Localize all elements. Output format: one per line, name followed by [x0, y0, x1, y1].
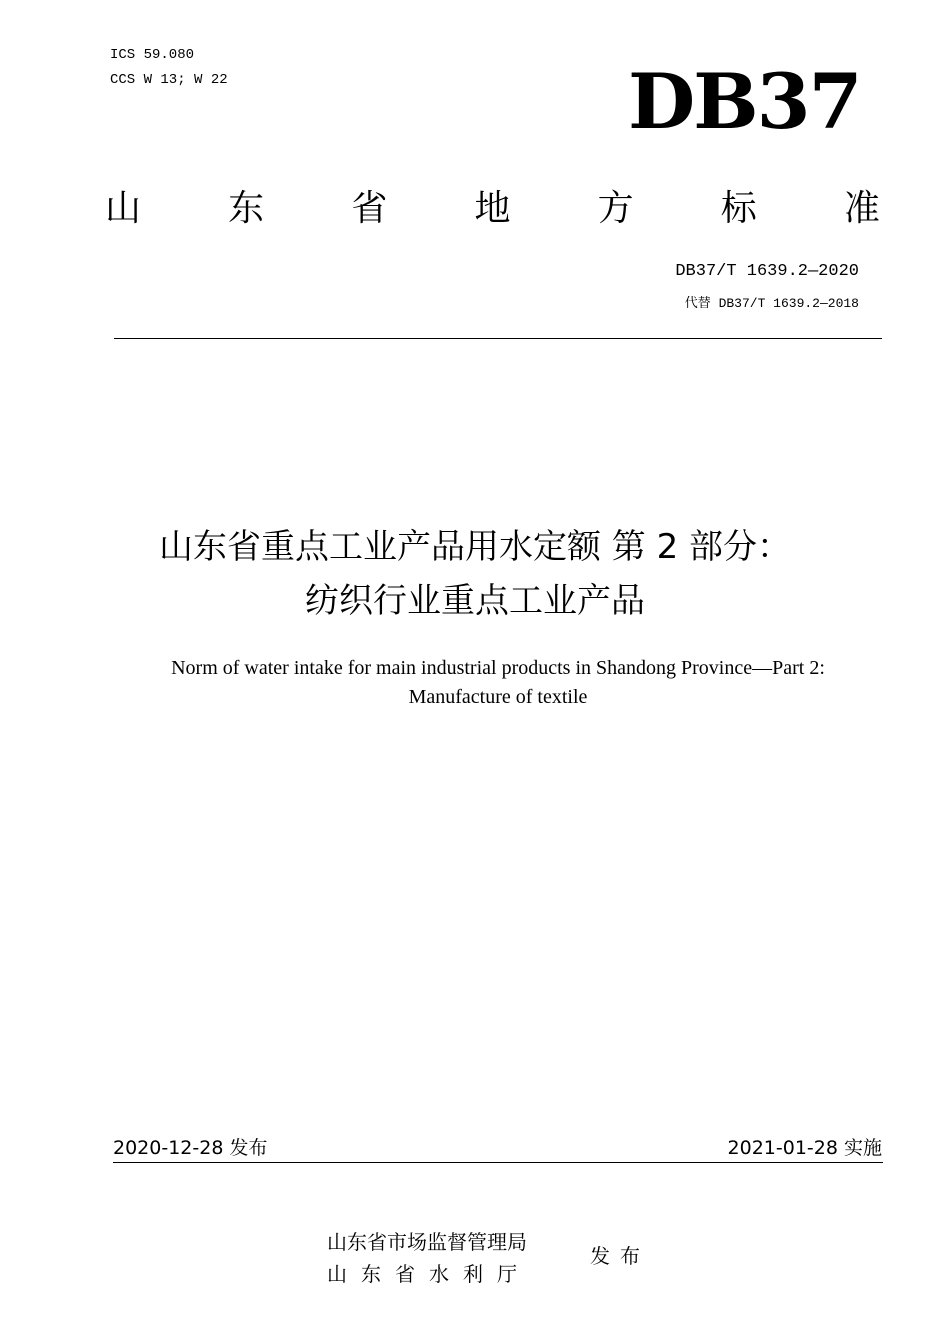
replaces-label: 代替: [684, 296, 711, 311]
standard-type-char: 方: [597, 188, 634, 229]
issuer-market-regulation: 山东省市场监督管理局: [327, 1230, 527, 1254]
ccs-code: CCS W 13; W 22: [110, 72, 228, 88]
standard-number: DB37/T 1639.2—2020: [675, 262, 859, 281]
standard-type-char: 东: [228, 188, 265, 229]
standard-type-char: 准: [843, 188, 880, 229]
standard-type-char: 地: [474, 188, 511, 229]
standard-type-heading: [105, 184, 880, 234]
replaces-number: DB37/T 1639.2—2018: [718, 296, 859, 311]
issuing-authorities: [327, 1226, 531, 1290]
chinese-title-line-1: 山东省重点工业产品用水定额 第 2 部分：: [158, 527, 792, 567]
db37-logo: DB37: [628, 57, 861, 146]
implement-date: 2021-01-28 实施: [727, 1137, 882, 1159]
ics-code: ICS 59.080: [110, 47, 195, 63]
standard-type-char: 省: [351, 188, 388, 229]
english-title-line-1: Norm of water intake for main industrial products in Shandong Province—Part 2:: [171, 657, 825, 679]
english-title: [0, 654, 950, 712]
issue-label: 发布: [590, 1244, 650, 1268]
chinese-title-line-2: 纺织行业重点工业产品: [305, 581, 645, 621]
english-title-line-2: Manufacture of textile: [408, 686, 588, 708]
bottom-divider: [113, 1162, 883, 1163]
issuer-water-resources: 山东省水利厅: [327, 1262, 531, 1286]
chinese-title: [0, 520, 950, 628]
standard-type-char: 山: [105, 188, 142, 229]
replaces-note: [685, 292, 859, 311]
standard-type-char: 标: [720, 188, 757, 229]
top-divider: [114, 338, 882, 339]
publish-date: 2020-12-28 发布: [113, 1137, 268, 1159]
